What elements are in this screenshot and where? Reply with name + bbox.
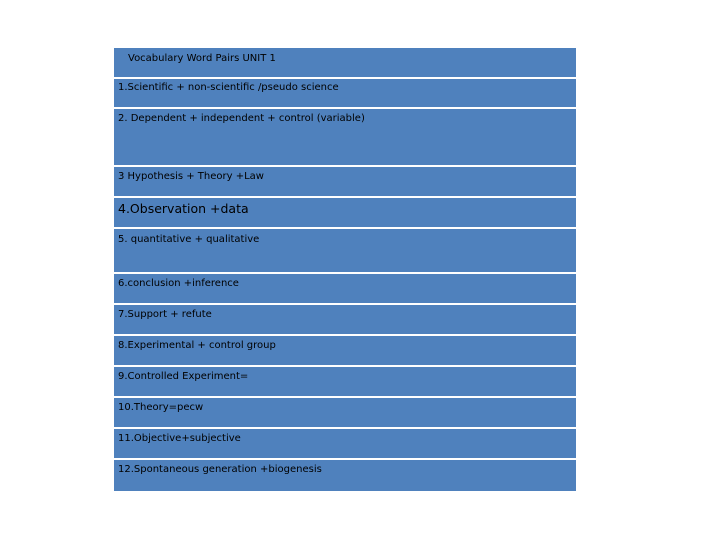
table-row-text: 10.Theory=pecw <box>118 402 204 413</box>
table-row-text: 8.Experimental + control group <box>118 340 276 351</box>
table-row-4 <box>114 198 576 227</box>
table-row-5 <box>114 229 576 272</box>
table-row-3 <box>114 167 576 196</box>
table-row-text: 1.Scientific + non-scientific /pseudo science <box>118 82 339 93</box>
table-row-6 <box>114 274 576 303</box>
table-row-7 <box>114 305 576 334</box>
table-row-text: 5. quantitative + qualitative <box>118 234 260 245</box>
table-row-12 <box>114 460 576 491</box>
table-header-row <box>114 48 576 77</box>
table-row-11 <box>114 429 576 458</box>
table-row-text: 11.Objective+subjective <box>118 433 241 444</box>
table-row-text: 12.Spontaneous generation +biogenesis <box>118 464 322 475</box>
table-row-text: 7.Support + refute <box>118 309 212 320</box>
table-row-9 <box>114 367 576 396</box>
table-row-1 <box>114 79 576 107</box>
table-row-text: 6.conclusion +inference <box>118 278 239 289</box>
table-header-text: Vocabulary Word Pairs UNIT 1 <box>128 53 276 64</box>
table-row-text: 9.Controlled Experiment= <box>118 371 249 382</box>
table-row-2 <box>114 109 576 165</box>
table-row-text: 3 Hypothesis + Theory +Law <box>118 171 264 182</box>
table-row-text: 2. Dependent + independent + control (variable) <box>118 113 365 124</box>
vocabulary-table <box>114 48 576 491</box>
table-row-8 <box>114 336 576 365</box>
table-row-10 <box>114 398 576 427</box>
table-row-text: 4.Observation +data <box>118 201 249 216</box>
